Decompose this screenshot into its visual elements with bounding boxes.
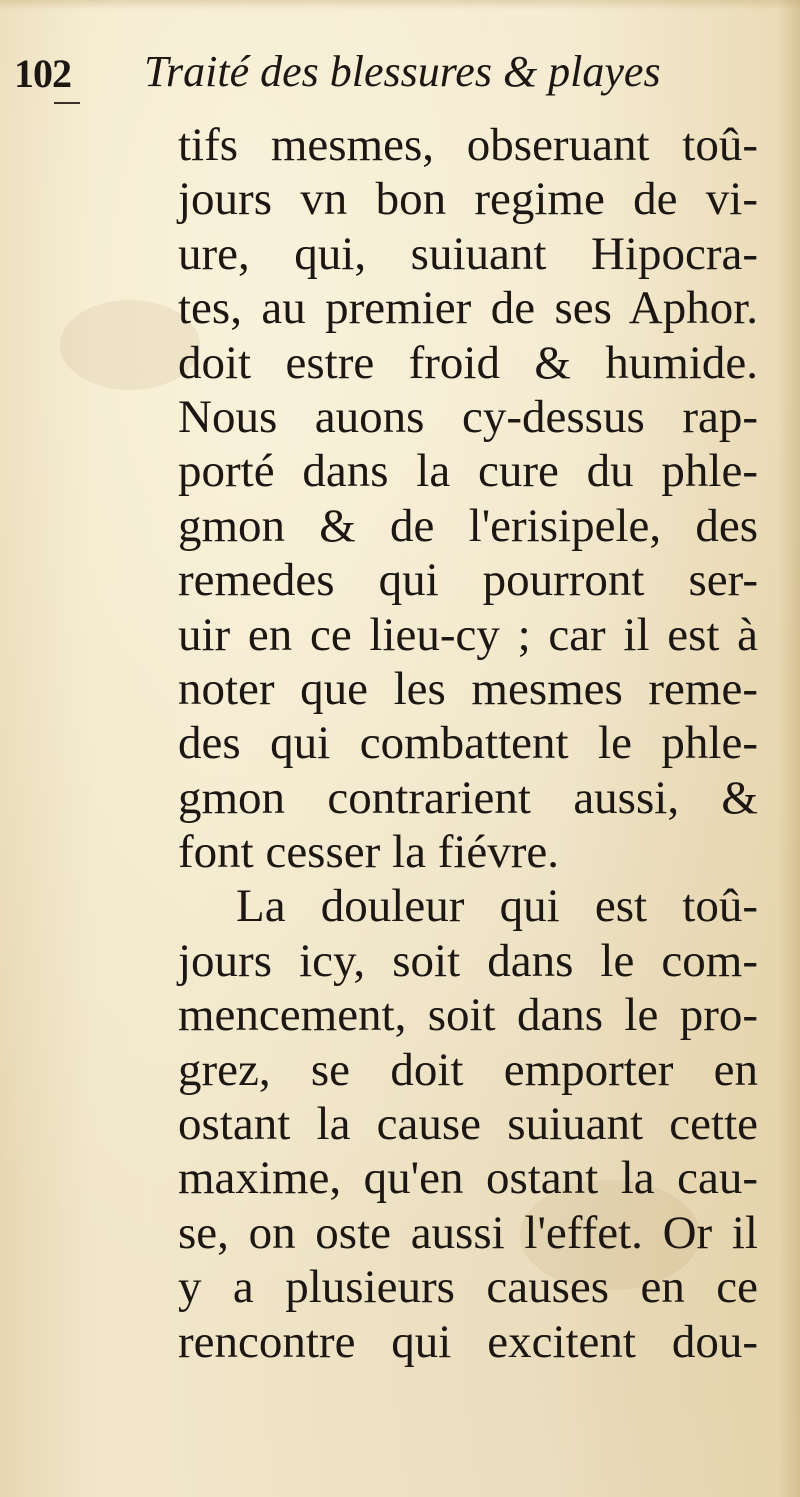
text-line: rencontre qui excitent dou- [178, 1315, 758, 1368]
body-text [178, 118, 758, 1369]
text-line: y a plusieurs causes en ce [178, 1261, 758, 1314]
text-line: ure, qui, suiuant Hipocra- [178, 227, 758, 280]
text-line: font cesser la fiévre. [178, 826, 560, 879]
text-line: jours icy, soit dans le com- [178, 934, 758, 987]
page-edge-top [0, 0, 800, 10]
running-title: Traité des blessures & playes [144, 47, 661, 96]
page-edge-right [778, 0, 800, 1497]
text-line: doit estre froid & humide. [178, 336, 758, 389]
text-line: tes, au premier de ses Aphor. [178, 282, 758, 335]
text-line: maxime, qu'en ostant la cau- [178, 1152, 758, 1205]
text-line: gmon & de l'erisipele, des [178, 499, 758, 552]
page-number-rule [54, 102, 80, 104]
text-line: se, on oste aussi l'effet. Or il [178, 1206, 758, 1259]
running-head [14, 44, 774, 114]
text-line: remedes qui pourront ser- [178, 554, 758, 607]
text-line: porté dans la cure du phle- [178, 445, 758, 498]
text-line: mencement, soit dans le pro- [178, 989, 758, 1042]
text-line: uir en ce lieu-cy ; car il est à [178, 608, 758, 661]
text-line: Nous auons cy-dessus rap- [178, 390, 758, 443]
text-line: des qui combattent le phle- [178, 717, 758, 770]
text-line: noter que les mesmes reme- [178, 662, 758, 715]
paragraph-first-line: La douleur qui est toû- [236, 880, 758, 933]
page-number: 102 [14, 51, 71, 96]
text-line: tifs mesmes, obseruant toû- [178, 119, 758, 171]
text-line: ostant la cause suiuant cette [178, 1098, 758, 1151]
text-line: jours vn bon regime de vi- [178, 173, 758, 226]
text-line: grez, se doit emporter en [178, 1043, 758, 1096]
text-line: gmon contrarient aussi, & [178, 771, 758, 824]
